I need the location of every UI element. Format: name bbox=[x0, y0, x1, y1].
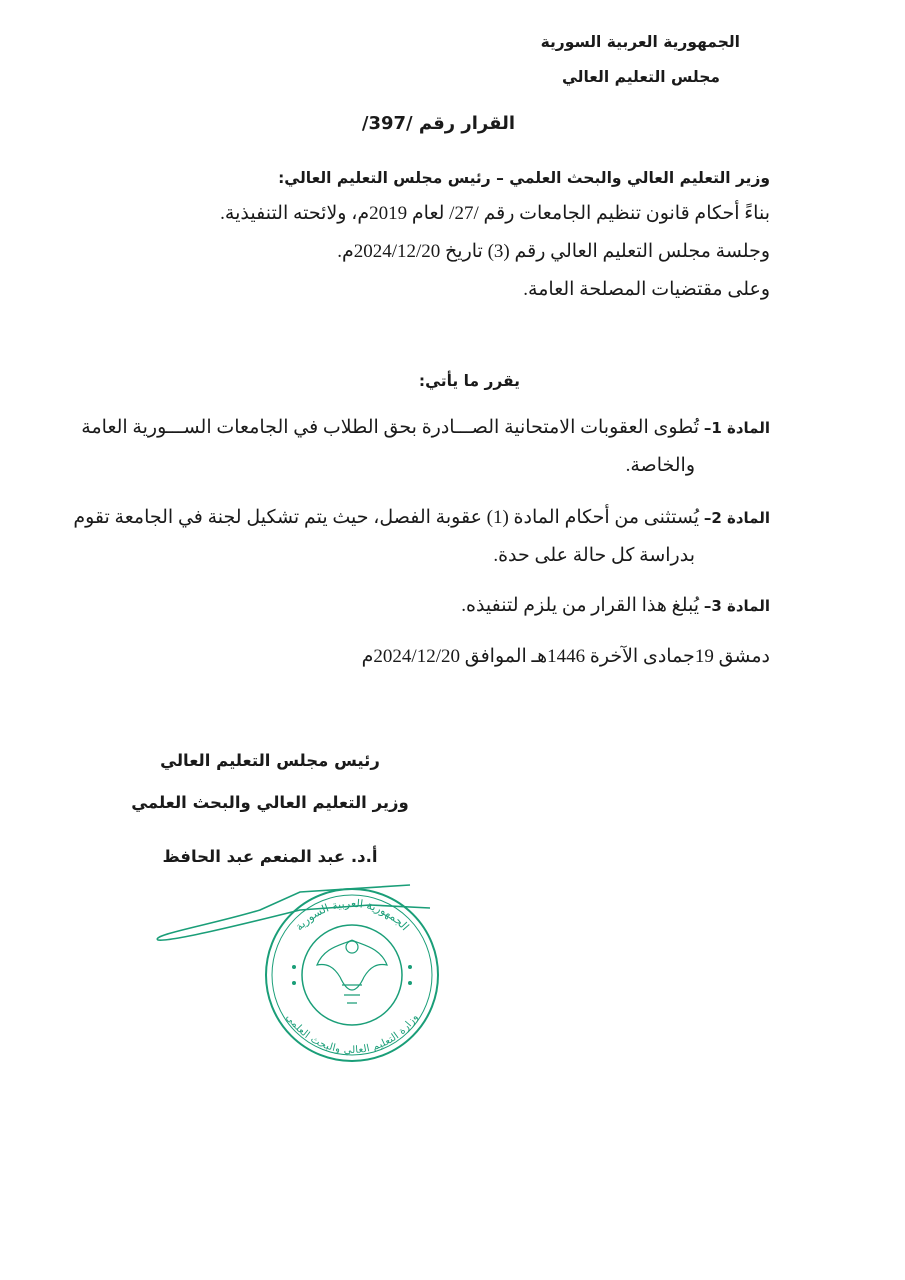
preamble-line: بناءً أحكام قانون تنظيم الجامعات رقم /27/ لعام 2019م، ولائحته التنفيذية. bbox=[220, 203, 770, 224]
article-text: يُستثنى من أحكام المادة (1) عقوبة الفصل، حيث يتم تشكيل لجنة في الجامعة تقوم bbox=[73, 507, 700, 528]
svg-text:الجمهورية العربية السورية bbox=[293, 897, 412, 933]
svg-text:وزارة التعليم العالي والبحث ال bbox=[283, 1012, 421, 1056]
article-3 bbox=[461, 594, 770, 618]
article-label: المادة 2– bbox=[703, 509, 770, 527]
article-text: يُبلغ هذا القرار من يلزم لتنفيذه. bbox=[461, 595, 700, 616]
council-header: مجلس التعليم العالي bbox=[561, 68, 720, 86]
preamble-line: وجلسة مجلس التعليم العالي رقم (3) تاريخ 2024/12/20م. bbox=[337, 241, 770, 262]
article-label: المادة 3– bbox=[703, 597, 770, 615]
signature-title-1: رئيس مجلس التعليم العالي bbox=[160, 751, 380, 770]
article-label: المادة 1– bbox=[703, 419, 770, 437]
country-header: الجمهورية العربية السورية bbox=[540, 33, 740, 51]
article-2-cont: بدراسة كل حالة على حدة. bbox=[493, 545, 695, 566]
date-line: دمشق 19جمادى الآخرة 1446هـ الموافق 2024/12/20م bbox=[361, 646, 770, 667]
decides-label: يقرر ما يأتي: bbox=[418, 372, 520, 390]
issuer-line: وزير التعليم العالي والبحث العلمي – رئيس مجلس التعليم العالي: bbox=[278, 169, 770, 187]
stamp-top-text: الجمهورية العربية السورية bbox=[292, 896, 412, 934]
article-1 bbox=[81, 416, 770, 440]
eagle-emblem-icon bbox=[317, 940, 387, 1003]
star-icon bbox=[292, 965, 412, 985]
signature-title-2: وزير التعليم العالي والبحث العلمي bbox=[131, 793, 409, 812]
official-stamp bbox=[262, 885, 442, 1065]
decision-title: القرار رقم /397/ bbox=[361, 113, 515, 134]
preamble-line: وعلى مقتضيات المصلحة العامة. bbox=[523, 279, 770, 300]
article-text: تُطوى العقوبات الامتحانية الصـــادرة بحق الطلاب في الجامعات الســـورية العامة bbox=[81, 417, 700, 438]
article-1-cont: والخاصة. bbox=[625, 455, 695, 476]
article-2 bbox=[73, 506, 770, 530]
stamp-bottom-text: وزارة التعليم العالي والبحث العلمي bbox=[283, 1012, 421, 1057]
signatory-name: أ.د. عبد المنعم عبد الحافظ bbox=[162, 847, 378, 866]
